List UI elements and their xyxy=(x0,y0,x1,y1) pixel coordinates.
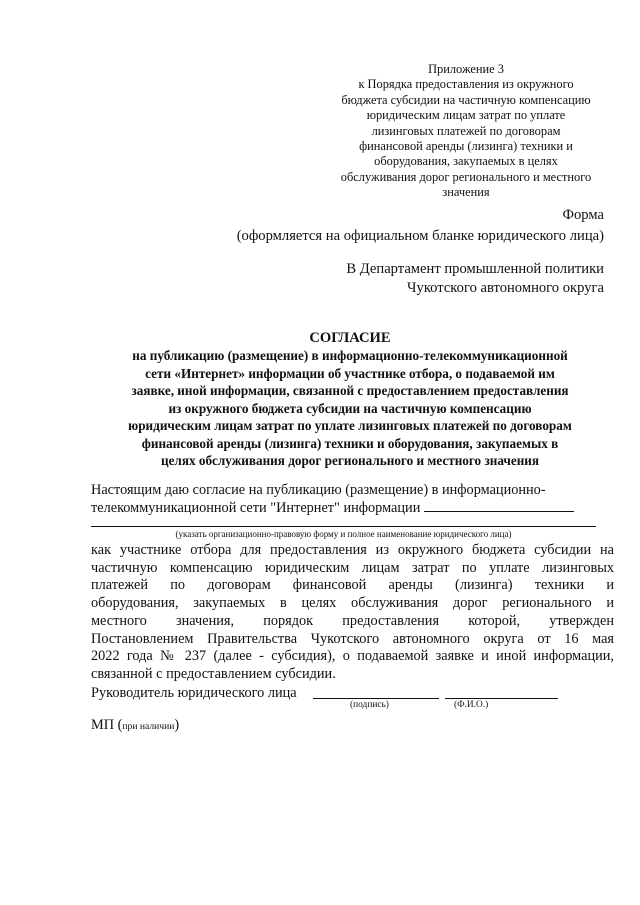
organization-blank[interactable] xyxy=(424,499,574,512)
addressee-line: Чукотского автономного округа xyxy=(407,280,604,296)
signature-line[interactable] xyxy=(313,698,439,699)
addressee-line: В Департамент промышленной политики xyxy=(346,261,604,277)
stamp-note: при наличии xyxy=(122,721,175,732)
document-subtitle xyxy=(84,347,616,470)
body-line: Постановлением Правительства Чукотского автономного округа от 16 мая xyxy=(91,630,614,647)
appendix-line: значения xyxy=(442,185,490,200)
body-line: частичную компенсацию юридическим лицам затрат по уплате лизинговых xyxy=(91,559,614,576)
stamp-place: МП (при наличии) xyxy=(91,717,180,733)
appendix-line: финансовой аренды (лизинга) техники и xyxy=(359,139,573,154)
addressee-block xyxy=(346,260,604,298)
full-name-caption: (Ф.И.О.) xyxy=(454,700,489,710)
body-line: связанной с предоставлением субсидии. xyxy=(91,665,336,682)
full-name-line[interactable] xyxy=(445,698,558,699)
appendix-line: оборудования, закупаемых в целях xyxy=(374,154,558,169)
consent-line: телекоммуникационной сети "Интернет" информации xyxy=(91,500,421,517)
organization-hint: (указать организационно-правовую форму и полное наименование юридического лица) xyxy=(175,529,512,539)
consent-paragraph xyxy=(91,482,614,518)
subtitle-line: финансовой аренды (лизинга) техники и оборудования, закупаемых в xyxy=(141,435,559,451)
subtitle-line: сети «Интернет» информации об участнике отбора, о подаваемой им xyxy=(145,365,555,381)
consent-line-with-blank xyxy=(91,499,614,517)
appendix-line: к Порядка предоставления из окружного xyxy=(358,77,574,92)
subtitle-line: заявке, иной информации, связанной с предоставлением предоставления xyxy=(131,383,569,398)
signature-caption: (подпись) xyxy=(350,700,389,710)
stamp-label: МП xyxy=(91,717,115,733)
appendix-line: Приложение 3 xyxy=(428,62,504,76)
appendix-line: бюджета субсидии на частичную компенсацию xyxy=(341,92,591,107)
consent-line: Настоящим даю согласие на публикацию (размещение) в информационно- xyxy=(91,482,546,498)
form-label: Форма xyxy=(562,207,604,223)
body-line: 2022 года № 237 (далее - субсидия), о подаваемой заявке и иной информации, xyxy=(91,648,614,665)
appendix-block xyxy=(332,62,600,201)
subtitle-line: из окружного бюджета субсидии на частичную компенсацию xyxy=(168,400,532,416)
appendix-line: юридическим лицам затрат по уплате xyxy=(366,108,566,123)
body-line: платежей по договорам финансовой аренды (лизинга) техники и xyxy=(91,577,614,594)
appendix-line: лизинговых платежей по договорам xyxy=(371,123,561,138)
appendix-line: обслуживания дорог регионального и местного xyxy=(340,169,592,184)
organization-name-line[interactable] xyxy=(91,526,596,527)
subtitle-line: юридическим лицам затрат по уплате лизинговых платежей по договорам xyxy=(128,418,572,433)
body-line: как участнике отбора для предоставления из окружного бюджета субсидии на xyxy=(91,542,614,558)
form-note: (оформляется на официальном бланке юридического лица) xyxy=(236,228,604,244)
body-line: местного значения, порядок предоставления которой, утвержден xyxy=(91,612,614,629)
body-line: оборудования, закупаемых в целях обслуживания дорог регионального и xyxy=(91,595,614,612)
body-paragraph xyxy=(91,542,614,684)
subtitle-line: на публикацию (размещение) в информационно-телекоммуникационной xyxy=(132,348,568,363)
subtitle-line: целях обслуживания дорог регионального и местного значения xyxy=(160,453,540,468)
head-signature-label: Руководитель юридического лица xyxy=(91,685,297,701)
document-title: СОГЛАСИЕ xyxy=(309,330,391,346)
